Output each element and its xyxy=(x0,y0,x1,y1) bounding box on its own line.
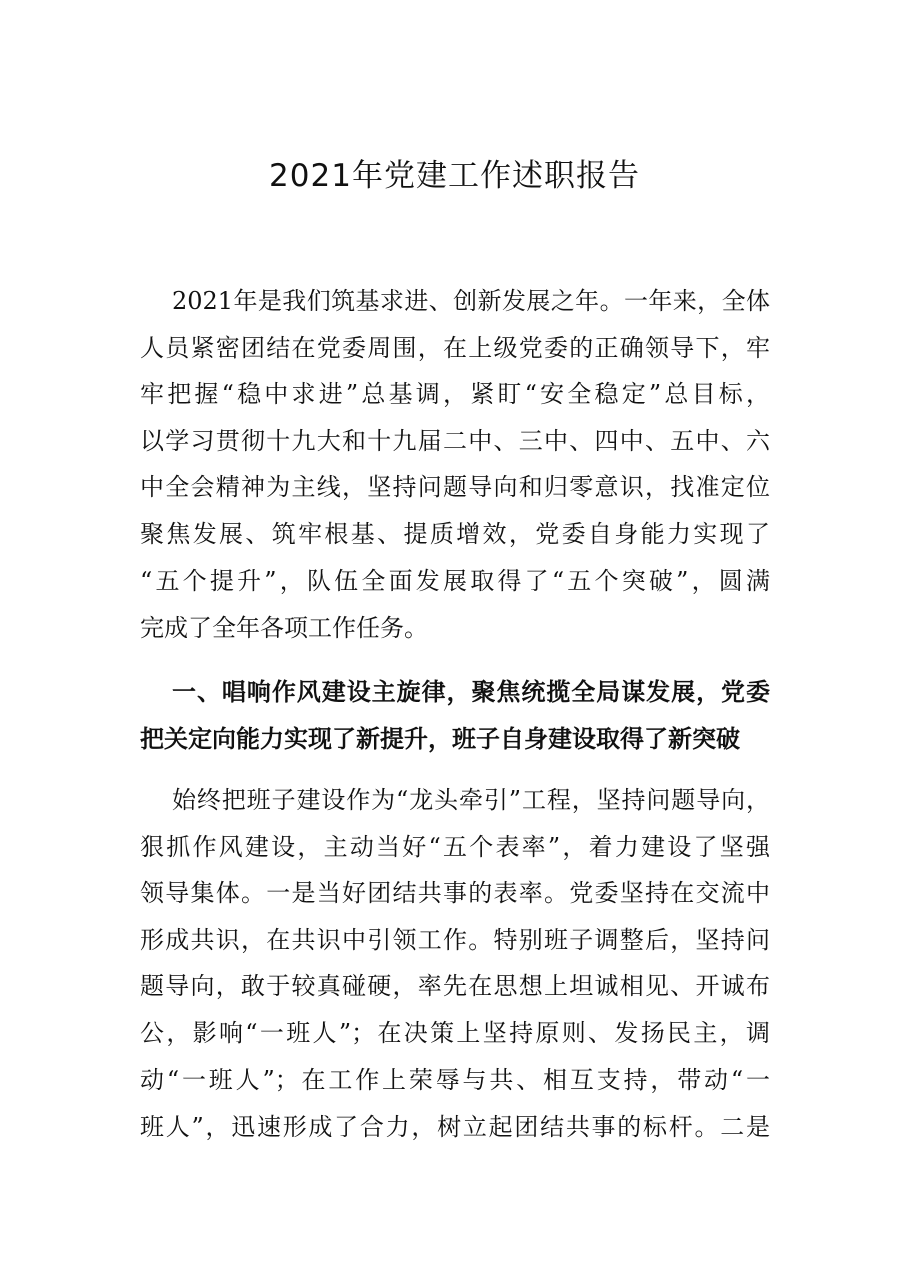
paragraph-1-line: 人员紧密团结在党委周围，在上级党委的正确领导下，牢 xyxy=(140,334,770,362)
section-heading-line: 一、唱响作风建设主旋律，聚焦统揽全局谋发展，党委 xyxy=(172,678,770,706)
paragraph-2-line: 班人”，迅速形成了合力，树立起团结共事的标杆。二是 xyxy=(140,1113,770,1141)
paragraph-2-line: 狠抓作风建设，主动当好“五个表率”，着力建设了坚强 xyxy=(140,833,770,861)
paragraph-2-line: 动“一班人”；在工作上荣辱与共、相互支持，带动“一 xyxy=(140,1066,770,1094)
section-heading-line: 把关定向能力实现了新提升，班子自身建设取得了新突破 xyxy=(140,725,740,753)
paragraph-1-line: 聚焦发展、筑牢根基、提质增效，党委自身能力实现了 xyxy=(140,520,770,548)
paragraph-1-line: 完成了全年各项工作任务。 xyxy=(140,614,428,642)
paragraph-1-line: 中全会精神为主线，坚持问题导向和归零意识，找准定位 xyxy=(140,473,770,501)
paragraph-1-line: 2021年是我们筑基求进、创新发展之年。一年来，全体 xyxy=(172,287,770,315)
document-title: 2021年党建工作述职报告 xyxy=(269,158,640,194)
paragraph-2-line: 领导集体。一是当好团结共事的表率。党委坚持在交流中 xyxy=(140,879,770,907)
paragraph-1-line: 牢把握“稳中求进”总基调，紧盯“安全稳定”总目标， xyxy=(140,380,770,408)
paragraph-1-line: 以学习贯彻十九大和十九届二中、三中、四中、五中、六 xyxy=(140,427,770,455)
paragraph-2-line: 形成共识，在共识中引领工作。特别班子调整后，坚持问 xyxy=(140,926,770,954)
paragraph-2-line: 公，影响“一班人”；在决策上坚持原则、发扬民主，调 xyxy=(140,1019,770,1047)
paragraph-2-line: 题导向，敢于较真碰硬，率先在思想上坦诚相见、开诚布 xyxy=(140,972,770,1000)
paragraph-2-line: 始终把班子建设作为“龙头牵引”工程，坚持问题导向， xyxy=(172,786,770,814)
paragraph-1-line: “五个提升”，队伍全面发展取得了“五个突破”，圆满 xyxy=(140,567,770,595)
